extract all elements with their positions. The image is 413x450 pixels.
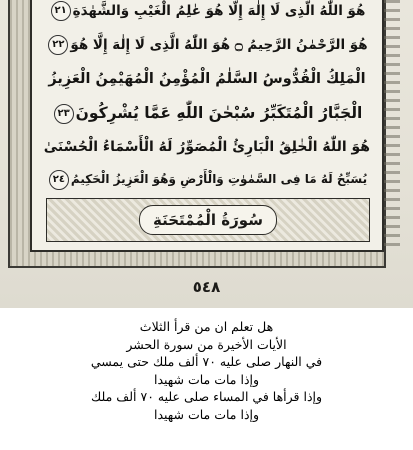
ayah-number-marker: ٢١ — [51, 1, 71, 21]
caption-line: في النهار صلى عليه ٧٠ ألف ملك حتى يمسي — [90, 354, 323, 369]
verse-text: هُوَ اللّٰهُ الَّذِى لَا إِلٰهَ إِلَّا هُوَ عٰلِمُ الْغَيْبِ وَالشَّهٰدَةِ — [72, 3, 366, 19]
verse-text: الْمَلِكُ الْقُدُّوسُ السَّلٰمُ الْمُؤْمِنُ الْمُهَيْمِنُ الْعَزِيزُ — [48, 71, 366, 87]
verse-line — [44, 162, 370, 196]
ayah-number-marker: ٢٣ — [54, 104, 74, 124]
caption-text-block — [0, 318, 413, 450]
ayah-number-marker: ٢٤ — [49, 170, 69, 190]
ayah-number-marker: ٢٢ — [48, 35, 68, 55]
margin-ornament — [384, 0, 400, 250]
verse-text: يُسَبِّحُ لَهُ مَا فِى السَّمٰوٰتِ وَالْأَرْضِ وَهُوَ الْعَزِيزُ الْحَكِيمُ — [70, 172, 368, 186]
verse-text: هُوَ اللّٰهُ الْخٰلِقُ الْبَارِئُ الْمُصَوِّرُ لَهُ الْأَسْمَاءُ الْحُسْنَىٰ — [43, 139, 370, 155]
verse-line — [44, 62, 370, 96]
verse-line — [44, 130, 370, 164]
caption-line: وإذا قرأها في المساء صلى عليه ٧٠ ألف ملك — [90, 389, 323, 404]
verse-text: هُوَ الرَّحْمٰنُ الرَّحِيمُ ۝ هُوَ اللّٰهُ الَّذِى لَا إِلٰهَ إِلَّا هُوَ — [70, 37, 368, 53]
caption-line: وإذا مات مات شهيدا — [153, 371, 260, 387]
verses-panel — [30, 0, 384, 252]
surah-header-box — [46, 198, 370, 242]
verse-line — [44, 28, 370, 62]
caption-line: وإذا مات مات شهيدا — [153, 406, 260, 422]
caption-line: الأيات الأخيرة من سورة الحشر — [126, 336, 287, 352]
verse-line — [44, 0, 370, 28]
page-frame-border — [8, 0, 386, 268]
verse-line — [44, 96, 370, 130]
surah-title: سُورَةُ الْمُمْتَحَنَةِ — [139, 205, 277, 235]
verse-text: الْجَبَّارُ الْمُتَكَبِّرُ سُبْحٰنَ اللّٰهِ عَمَّا يُشْرِكُونَ — [75, 104, 363, 122]
page-number: ٥٤٨ — [192, 278, 221, 296]
caption-line: هل تعلم ان من قرأ الثلاث — [139, 319, 274, 334]
